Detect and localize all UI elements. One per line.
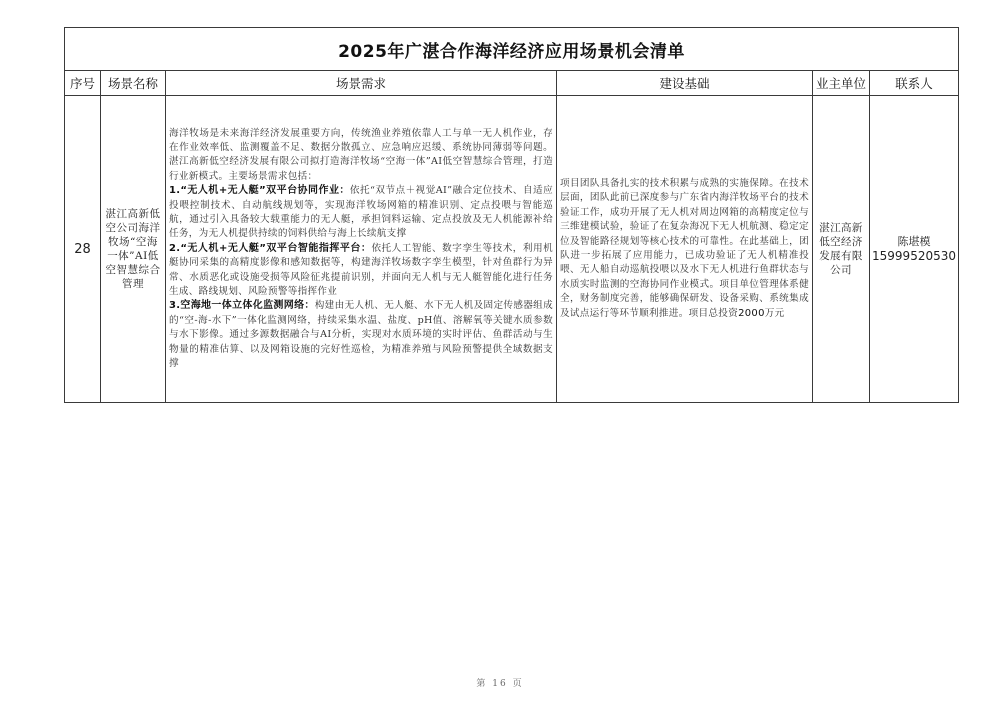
page-number: 第 16 页 [476,679,524,689]
opportunity-table [64,27,959,403]
construction-basis [557,96,813,403]
column-header-owner: 业主单位 [813,71,870,96]
investment-amount: 2000 [738,307,765,319]
scene-requirements [166,96,557,403]
requirement-item-1-text: 依托“双节点＋视觉AI”融合定位技术、自适应投喂控制技术、自动航线规划等，实现海洋牧场网箱的精准识别、定点投喂与智能巡航，通过引入具备较大载重能力的无人艇，承担饲料运输、定点投放及无人机能源补给任务，为无人机提供持续的饲料供给与海上长续航支撑 [169,185,553,240]
table-row [65,96,959,403]
requirements-intro: 海洋牧场是未来海洋经济发展重要方向，传统渔业养殖依靠人工与单一无人机作业，存在作业效率低、监测覆盖不足、数据分散孤立、应急响应迟缓、系统协同薄弱等问题。湛江高新低空经济发展有限公司拟打造海洋牧场“空海一体”AI低空智慧综合管理，打造行业新模式。主要场景需求包括： [169,127,553,182]
column-header-requirements: 场景需求 [166,71,557,96]
requirement-item-1 [169,184,553,242]
requirement-item-2-heading: 2.“无人机+无人艇”双平台智能指挥平台： [169,242,372,254]
contact-person [870,96,959,403]
requirement-item-3-text: 构建由无人机、无人艇、水下无人机及固定传感器组成的“空-海-水下”一体化监测网络，持续采集水温、盐度、pH值、溶解氧等关键水质参数与水下影像。通过多源数据融合与AI分析，实现对水质环境的实时评估、鱼群活动与生物量的精准估算、以及网箱设施的完好性巡检，为精准养殖与风险预警提供全域数据支撑 [169,300,553,370]
basis-text: 项目团队具备扎实的技术积累与成熟的实施保障。在技术层面，团队此前已深度参与广东省内海洋牧场平台的技术验证工作，成功开展了无人机对周边网箱的高精度定位与三维建模试验，验证了在复杂海况下无人机航测、稳定定位及智能路径规划等核心技术的可靠性。在此基础上，团队进一步拓展了应用能力，已成功验证了无人机精准投喂、无人船自动巡航投喂以及水下无人机进行鱼群状态与水质实时监测的空海协同作业模式。项目单位管理体系健全，财务制度完善，能够确保研发、设备采购、系统集成及试点运行等环节顺利推进。项目总投资 [560,177,809,319]
requirement-item-1-heading: 1.“无人机+无人艇”双平台协同作业： [169,185,350,197]
column-header-contact: 联系人 [870,71,959,96]
contact-phone: 15999520530 [872,249,956,263]
requirement-item-3 [169,299,553,371]
row-number: 28 [65,96,101,403]
requirement-item-2-text: 依托人工智能、数字孪生等技术，利用机艇协同采集的高精度影像和感知数据等，构建海洋牧场数字孪生模型，针对鱼群行为异常、水质恶化或设施受损等风险征兆提前识别，并面向无人机与无人艇智能化进行任务生成、路线规划、风险预警等指挥作业 [169,242,553,298]
requirement-item-3-heading: 3.空海地一体立体化监测网络： [169,300,315,312]
requirement-item-2 [169,242,553,300]
contact-name: 陈堪模 [897,235,931,248]
owner-unit: 湛江高新低空经济发展有限公司 [813,96,870,403]
document-title: 2025年广湛合作海洋经济应用场景机会清单 [65,28,959,71]
investment-unit: 万元 [764,307,785,319]
column-header-scene-name: 场景名称 [101,71,166,96]
column-header-basis: 建设基础 [557,71,813,96]
column-header-number: 序号 [65,71,101,96]
table-header-row [65,71,959,96]
scene-name: 湛江高新低空公司海洋牧场“空海一体”AI低空智慧综合管理 [101,96,166,403]
